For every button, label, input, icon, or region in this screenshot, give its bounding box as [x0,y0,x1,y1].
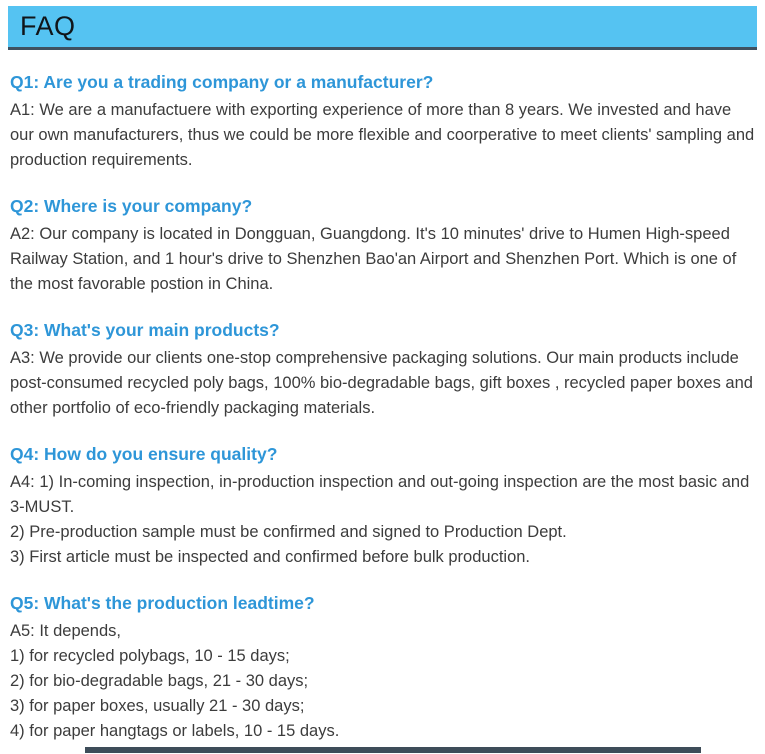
faq-list [0,71,765,744]
faq-answer-line: 3) for paper boxes, usually 21 - 30 days; [10,697,305,715]
faq-item [10,592,755,744]
faq-answer-line: A5: It depends, [10,622,121,640]
faq-item [10,319,755,421]
faq-item [10,443,755,570]
faq-answer-line: 3) First article must be inspected and confirmed before bulk production. [10,548,531,566]
faq-item [10,195,755,297]
faq-answer-line: 2) for bio-degradable bags, 21 - 30 days; [10,672,309,690]
faq-answer-line: 4) for paper hangtags or labels, 10 - 15 days. [10,722,340,740]
faq-question: Q1: Are you a trading company or a manufacturer? [10,72,434,92]
faq-answer-line: A4: 1) In-coming inspection, in-production inspection and out-going inspection are the most basic and 3-MUST. [10,473,750,516]
faq-item [10,71,755,173]
faq-question: Q5: What's the production leadtime? [10,593,315,613]
faq-question: Q2: Where is your company? [10,196,253,216]
faq-question: Q3: What's your main products? [10,320,280,340]
faq-answer-line: A2: Our company is located in Dongguan, Guangdong. It's 10 minutes' drive to Humen High-speed Railway Station, and 1 hour's drive to Shenzhen Bao'an Airport and Shenzhen Port. Which is one of the most favorable postion in China. [10,225,737,293]
faq-answer-line: 2) Pre-production sample must be confirmed and signed to Production Dept. [10,523,567,541]
faq-answer-line: A3: We provide our clients one-stop comprehensive packaging solutions. Our main products include post-consumed recycled poly bags, 100% bio-degradable bags, gift boxes , recycled paper boxes and other portfolio of eco-friendly packaging materials. [10,349,753,417]
faq-answer-line: 1) for recycled polybags, 10 - 15 days; [10,647,290,665]
faq-header [8,6,757,50]
faq-question: Q4: How do you ensure quality? [10,444,278,464]
faq-answer-line: A1: We are a manufactuere with exporting experience of more than 8 years. We invested and have our own manufacturers, thus we could be more flexible and coorperative to meet clients' sampling and production requirements. [10,101,755,169]
page-title: FAQ [20,11,76,41]
